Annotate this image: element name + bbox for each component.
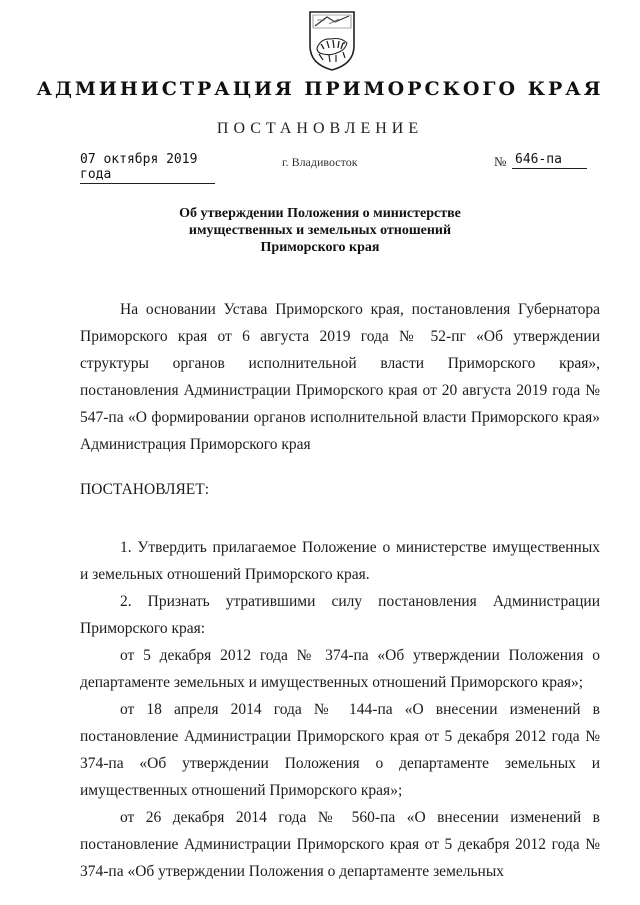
title-line: Об утверждении Положения о министерстве [179, 206, 461, 221]
list-item: 1. Утвердить прилагаемое Положение о министерстве имущественных и земельных отношений Приморского края. [80, 539, 600, 583]
organization-name: АДМИНИСТРАЦИЯ ПРИМОРСКОГО КРАЯ [36, 78, 604, 100]
document-number: 646-па [512, 152, 587, 169]
resolution-items [80, 534, 600, 885]
list-item: от 18 апреля 2014 года № 144-па «О внесении изменений в постановление Администрации Приморского края от 5 декабря 2012 года № 374-па «Об утверждении Положения о департаменте земельных и имущественных отношений Приморского края»; [80, 701, 600, 799]
title-line: Приморского края [260, 240, 380, 255]
document-city: г. Владивосток [282, 155, 358, 169]
document-title [120, 205, 520, 256]
preamble-block [80, 296, 600, 458]
document-type: ПОСТАНОВЛЕНИЕ [216, 120, 424, 137]
list-item: 2. Признать утратившими силу постановления Администрации Приморского края: [80, 593, 600, 637]
preamble-paragraph: На основании Устава Приморского края, постановления Губернатора Приморского края от 6 августа 2019 года № 52-пг «Об утверждении структуры органов исполнительной власти Приморского края», постановления Администрации Приморского края от 20 августа 2019 года № 547-па «О формировании органов исполнительной власти Приморского края» Администрация Приморского края [80, 301, 600, 453]
title-line: имущественных и земельных отношений [188, 223, 452, 238]
resolves-heading: ПОСТАНОВЛЯЕТ: [80, 481, 210, 498]
number-label: № [494, 154, 507, 169]
list-item: от 26 декабря 2014 года № 560-па «О внесении изменений в постановление Администрации Приморского края от 5 декабря 2012 года № 374-па «Об утверждении Положения о департаменте земельных [80, 809, 600, 880]
list-item: от 5 декабря 2012 года № 374-па «Об утверждении Положения о департаменте земельных и имущественных отношений Приморского края»; [80, 647, 600, 691]
document-date: 07 октября 2019 года [80, 152, 215, 184]
coat-of-arms-icon [305, 8, 359, 72]
